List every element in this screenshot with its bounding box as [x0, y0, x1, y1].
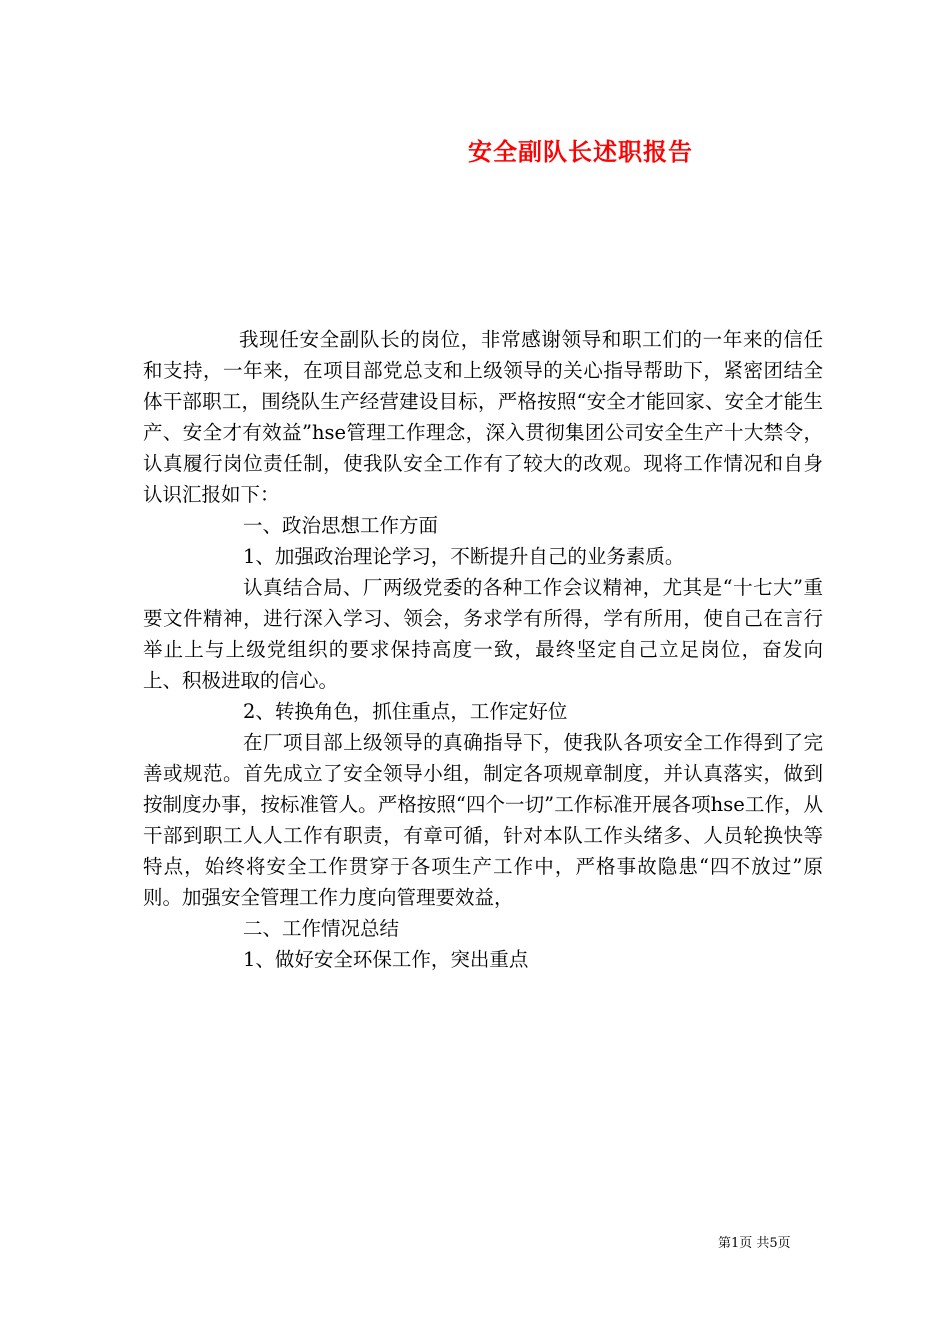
section-heading-2: 二、工作情况总结 — [243, 917, 400, 940]
paragraph-intro: 我现任安全副队长的岗位，非常感谢领导和职工们的一年来的信任和支持，一年来，在项目部党总支和上级领导的关心指导帮助下，紧密团结全体干部职工，围绕队生产经营建设目标，严格按照“安全才能回家、安全才能生产、安全才有效益”hse管理工作理念，深入贯彻集团公司安全生产十大禁令，认真履行岗位责任制，使我队安全工作有了较大的改观。现将工作情况和自身认识汇报如下： — [143, 328, 823, 506]
paragraph-1-2: 在厂项目部上级领导的真确指导下，使我队各项安全工作得到了完善或规范。首先成立了安全领导小组，制定各项规章制度，并认真落实，做到按制度办事，按标准管人。严格按照“四个一切”工作标准开展各项hse工作，从干部到职工人人工作有职责，有章可循，针对本队工作头绪多、人员轮换快等特点，始终将安全工作贯穿于各项生产工作中，严格事故隐患“四不放过”原则。加强安全管理工作力度向管理要效益， — [143, 731, 823, 909]
page-footer: 第1页 共5页 — [718, 1236, 791, 1251]
paragraph-1-1: 认真结合局、厂两级党委的各种工作会议精神，尤其是“十七大”重要文件精神，进行深入学习、领会，务求学有所得，学有所用，使自己在言行举止上与上级党组织的要求保持高度一致，最终坚定自己立足岗位，奋发向上、积极进取的信心。 — [143, 576, 823, 692]
subsection-heading-1-1: 1、加强政治理论学习，不断提升自己的业务素质。 — [243, 545, 685, 568]
subsection-heading-1-2: 2、转换角色，抓住重点，工作定好位 — [243, 700, 568, 723]
document-body — [143, 324, 823, 975]
subsection-heading-2-1: 1、做好安全环保工作，突出重点 — [243, 948, 529, 971]
document-title: 安全副队长述职报告 — [468, 137, 693, 166]
section-heading-1: 一、政治思想工作方面 — [243, 514, 439, 537]
